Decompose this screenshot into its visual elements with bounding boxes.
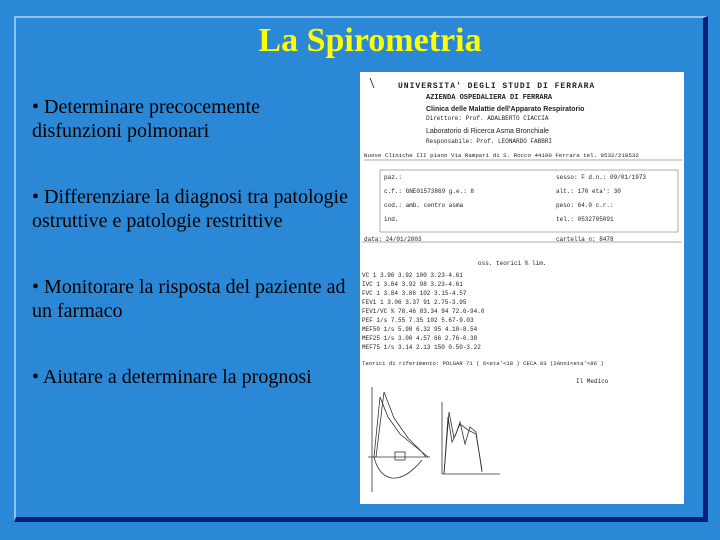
- hospital-name: AZIENDA OSPEDALIERA DI FERRARA: [426, 94, 553, 102]
- volume-time-chart: [442, 402, 500, 474]
- bullet-item: • Differenziare la diagnosi tra patologie ostruttive e patologie restrittive: [32, 186, 348, 232]
- bullet-item: • Aiutare a determinare la prognosi: [32, 366, 312, 388]
- director-name: Direttore: Prof. ADALBERTO CIACCIA: [426, 115, 549, 122]
- spirometry-report-image: [360, 72, 684, 504]
- patient-phone: tel.: 0532705091: [556, 216, 614, 223]
- patient-code: cod.: amb. centro asma: [384, 202, 464, 209]
- patient-weight: peso: 64.0 c.r.:: [556, 202, 614, 209]
- patient-address: ind.: [384, 216, 399, 223]
- lab-name: Laboratorio di Ricerca Asma Bronchiale: [426, 128, 549, 135]
- result-row: FEV1/VC % 78.46 83.34 94 72.6-94.0: [362, 308, 485, 315]
- patient-cf: c.f.: GNE01573869 g.e.: 8: [384, 188, 475, 195]
- reference-values: Teorici di riferimento: POLGAR 71 ( 6<eta'<18 ) CECA 83 (2Anni<eta'<86 ): [362, 360, 604, 367]
- result-row: FVC 1 3.84 3.86 102 3.15-4.57: [362, 290, 467, 297]
- patient-name: paz.:: [384, 174, 403, 181]
- lab-responsible: Responsabile: Prof. LEONARDO FABBRI: [426, 138, 553, 145]
- record-number: cartella n: 8478: [556, 236, 614, 243]
- flow-volume-chart: [368, 387, 430, 492]
- bullet-item: • Monitorare la risposta del paziente ad un farmaco: [32, 276, 346, 322]
- slide-title: La Spirometria: [258, 22, 482, 59]
- doctor-signature: Il Medico: [576, 378, 609, 385]
- patient-height-age: alt.: 170 eta': 30: [556, 188, 621, 195]
- result-row: IVC 1 3.84 3.92 98 3.23-4.61: [362, 281, 463, 288]
- bullet-list: [32, 95, 352, 431]
- clinic-name: Clinica delle Malattie dell'Apparato Respiratorio: [426, 106, 585, 113]
- exam-date: data: 24/01/2003: [364, 236, 422, 243]
- university-name: UNIVERSITA' DEGLI STUDI DI FERRARA: [398, 82, 596, 91]
- result-row: FEV1 1 3.06 3.37 91 2.75-3.95: [362, 299, 467, 306]
- result-row: MEF50 1/s 5.98 6.32 95 4.10-8.54: [362, 326, 478, 333]
- result-row: MEF75 1/s 3.14 2.13 150 0.50-3.22: [362, 344, 481, 351]
- report-graphics: [360, 72, 684, 504]
- result-row: MEF25 1/s 3.00 4.57 66 2.76-6.38: [362, 335, 478, 342]
- result-row: VC 1 3.90 3.92 100 3.23-4.61: [362, 272, 463, 279]
- clinic-address: Nuove Cliniche III piano Via Rampari di S. Rocco 44100 Ferrara tel. 0532/210532: [364, 152, 639, 159]
- result-row: PEF 1/s 7.55 7.35 102 5.67-9.03: [362, 317, 474, 324]
- results-header: oss. teorici % lim.: [478, 260, 547, 267]
- patient-sex-dob: sesso: F d.n.: 09/01/1973: [556, 174, 647, 181]
- bullet-item: • Determinare precocemente disfunzioni polmonari: [32, 96, 260, 142]
